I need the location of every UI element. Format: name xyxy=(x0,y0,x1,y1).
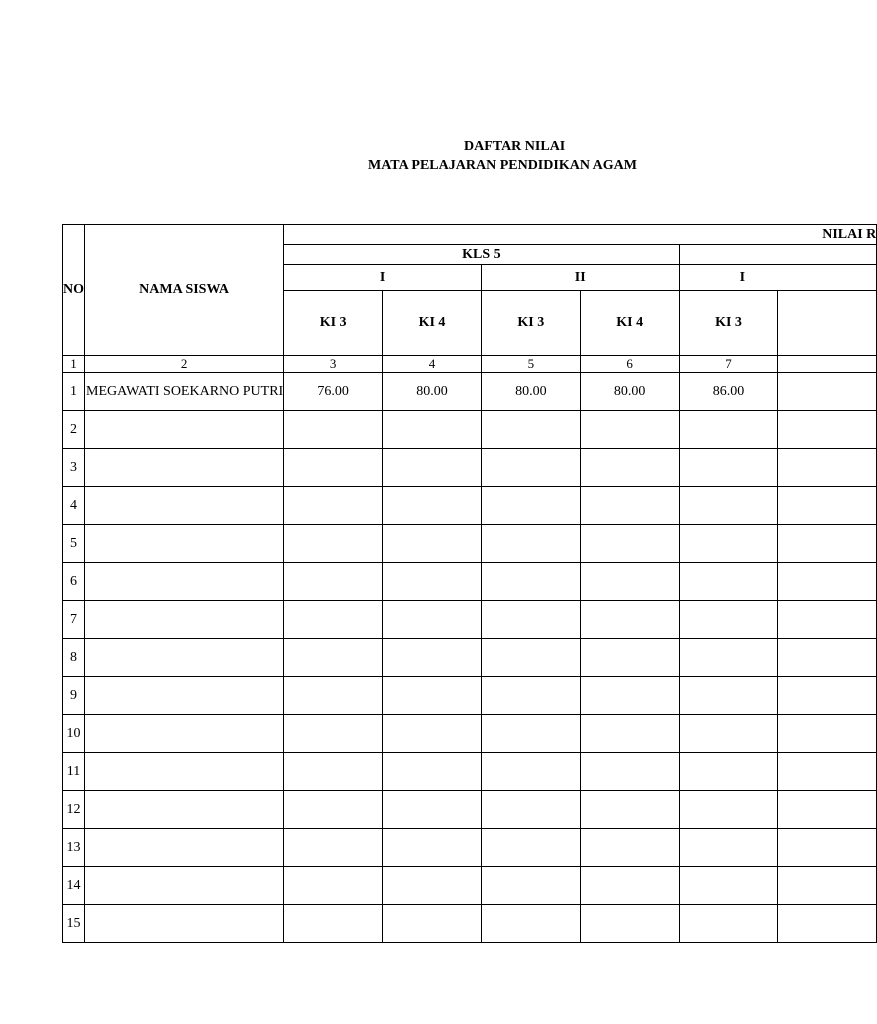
column-index-row xyxy=(63,356,877,373)
row-number-cell[interactable]: 11 xyxy=(63,753,85,791)
grade-cell[interactable] xyxy=(580,487,679,525)
row-number-cell[interactable]: 12 xyxy=(63,791,85,829)
table-row xyxy=(63,373,877,411)
grade-cell[interactable] xyxy=(481,449,580,487)
grade-cell[interactable] xyxy=(778,411,877,449)
grade-cell[interactable] xyxy=(679,753,778,791)
header-ki-col-8 xyxy=(778,291,877,356)
header-nama-siswa: NAMA SISWA xyxy=(85,225,284,356)
grade-cell[interactable] xyxy=(383,791,482,829)
column-index: 5 xyxy=(481,356,580,373)
table-row xyxy=(63,449,877,487)
column-index: 2 xyxy=(85,356,284,373)
table-row xyxy=(63,525,877,563)
grade-cell[interactable] xyxy=(679,639,778,677)
row-number-cell[interactable]: 2 xyxy=(63,411,85,449)
student-name-cell[interactable] xyxy=(85,411,284,449)
column-index: 6 xyxy=(580,356,679,373)
grade-cell[interactable] xyxy=(679,905,778,943)
table-row xyxy=(63,677,877,715)
grade-cell[interactable] xyxy=(580,411,679,449)
grade-cell[interactable] xyxy=(284,715,383,753)
column-index xyxy=(778,356,877,373)
grade-cell[interactable] xyxy=(284,905,383,943)
header-nilai: NILAI R xyxy=(284,225,877,245)
grade-cell[interactable] xyxy=(679,791,778,829)
grade-cell[interactable] xyxy=(383,715,482,753)
grade-cell[interactable] xyxy=(679,563,778,601)
table-row xyxy=(63,905,877,943)
grade-cell[interactable] xyxy=(778,601,877,639)
table-row xyxy=(63,715,877,753)
student-name-cell[interactable] xyxy=(85,905,284,943)
grade-cell[interactable]: 76.00 xyxy=(284,373,383,411)
grade-cell[interactable]: 80.00 xyxy=(383,373,482,411)
grade-cell[interactable] xyxy=(284,867,383,905)
student-name-cell[interactable] xyxy=(85,753,284,791)
grade-cell[interactable] xyxy=(580,753,679,791)
grade-cell[interactable] xyxy=(679,829,778,867)
grade-cell[interactable] xyxy=(383,677,482,715)
grade-cell[interactable] xyxy=(284,677,383,715)
table-row xyxy=(63,867,877,905)
row-number-cell[interactable]: 1 xyxy=(63,373,85,411)
grade-cell[interactable] xyxy=(778,791,877,829)
row-number-cell[interactable]: 6 xyxy=(63,563,85,601)
row-number-cell[interactable]: 5 xyxy=(63,525,85,563)
student-name-cell[interactable] xyxy=(85,867,284,905)
grade-cell[interactable] xyxy=(481,715,580,753)
header-ki-col-6: KI 4 xyxy=(580,291,679,356)
row-number-cell[interactable]: 14 xyxy=(63,867,85,905)
grade-cell[interactable] xyxy=(383,563,482,601)
grade-cell[interactable] xyxy=(383,905,482,943)
header-semester-3: I xyxy=(679,265,877,291)
grade-cell[interactable] xyxy=(580,867,679,905)
grade-cell[interactable] xyxy=(580,905,679,943)
table-row xyxy=(63,563,877,601)
grade-cell[interactable] xyxy=(778,753,877,791)
grade-cell[interactable] xyxy=(481,753,580,791)
grade-cell[interactable] xyxy=(778,715,877,753)
row-number-cell[interactable]: 3 xyxy=(63,449,85,487)
grade-cell[interactable] xyxy=(778,525,877,563)
grade-cell[interactable] xyxy=(284,829,383,867)
grade-cell[interactable] xyxy=(383,487,482,525)
grade-cell[interactable] xyxy=(481,411,580,449)
grade-cell[interactable] xyxy=(481,601,580,639)
grade-table xyxy=(62,224,877,943)
table-row xyxy=(63,411,877,449)
grade-cell[interactable] xyxy=(580,715,679,753)
header-kelas-next xyxy=(679,245,877,265)
table-row xyxy=(63,791,877,829)
student-name-cell[interactable] xyxy=(85,677,284,715)
grade-cell[interactable] xyxy=(580,449,679,487)
grade-cell[interactable] xyxy=(778,639,877,677)
student-name-cell[interactable] xyxy=(85,525,284,563)
grade-cell[interactable] xyxy=(481,525,580,563)
table-row xyxy=(63,487,877,525)
grade-cell[interactable] xyxy=(383,867,482,905)
table-row xyxy=(63,639,877,677)
grade-cell[interactable] xyxy=(580,639,679,677)
grade-cell[interactable] xyxy=(383,449,482,487)
grade-cell[interactable] xyxy=(679,867,778,905)
row-number-cell[interactable]: 10 xyxy=(63,715,85,753)
grade-cell[interactable] xyxy=(481,829,580,867)
grade-cell[interactable] xyxy=(679,411,778,449)
grade-cell[interactable] xyxy=(383,639,482,677)
header-semester-2: II xyxy=(481,265,679,291)
grade-cell[interactable] xyxy=(481,791,580,829)
grade-cell[interactable] xyxy=(284,411,383,449)
grade-cell[interactable] xyxy=(679,525,778,563)
table-row xyxy=(63,601,877,639)
grade-cell[interactable] xyxy=(481,905,580,943)
grade-cell[interactable] xyxy=(778,373,877,411)
grade-table-viewport xyxy=(62,224,877,938)
grade-cell[interactable] xyxy=(383,411,482,449)
grade-cell[interactable] xyxy=(778,905,877,943)
grade-cell[interactable] xyxy=(778,487,877,525)
grade-cell[interactable] xyxy=(383,829,482,867)
row-number-cell[interactable]: 13 xyxy=(63,829,85,867)
grade-cell[interactable] xyxy=(383,525,482,563)
title-mata-pelajaran: MATA PELAJARAN PENDIDIKAN AGAM xyxy=(368,158,637,173)
header-kelas: KLS 5 xyxy=(284,245,679,265)
student-name-cell[interactable]: MEGAWATI SOEKARNO PUTRI xyxy=(85,373,284,411)
grade-cell[interactable] xyxy=(481,677,580,715)
grade-cell[interactable] xyxy=(778,829,877,867)
column-index: 1 xyxy=(63,356,85,373)
grade-cell[interactable] xyxy=(481,867,580,905)
grade-cell[interactable] xyxy=(481,563,580,601)
grade-cell[interactable] xyxy=(284,601,383,639)
grade-cell[interactable] xyxy=(284,487,383,525)
student-name-cell[interactable] xyxy=(85,487,284,525)
grade-cell[interactable] xyxy=(284,449,383,487)
header-ki-col-4: KI 4 xyxy=(383,291,482,356)
grade-cell[interactable] xyxy=(284,525,383,563)
table-row xyxy=(63,829,877,867)
header-no: NO xyxy=(63,225,85,356)
grade-cell[interactable] xyxy=(679,601,778,639)
student-name-cell[interactable] xyxy=(85,563,284,601)
student-name-cell[interactable] xyxy=(85,639,284,677)
header-ki-col-7: KI 3 xyxy=(679,291,778,356)
grade-cell[interactable] xyxy=(481,639,580,677)
column-index: 3 xyxy=(284,356,383,373)
row-number-cell[interactable]: 4 xyxy=(63,487,85,525)
row-number-cell[interactable]: 8 xyxy=(63,639,85,677)
column-index: 4 xyxy=(383,356,482,373)
row-number-cell[interactable]: 7 xyxy=(63,601,85,639)
table-row xyxy=(63,753,877,791)
grade-cell[interactable] xyxy=(580,829,679,867)
document-title xyxy=(0,138,768,178)
grade-cell[interactable] xyxy=(679,487,778,525)
grade-cell[interactable]: 80.00 xyxy=(580,373,679,411)
student-name-cell[interactable] xyxy=(85,715,284,753)
grade-cell[interactable] xyxy=(284,563,383,601)
student-name-cell[interactable] xyxy=(85,791,284,829)
grade-cell[interactable] xyxy=(778,677,877,715)
row-number-cell[interactable]: 9 xyxy=(63,677,85,715)
grade-cell[interactable] xyxy=(580,677,679,715)
header-ki-col-3: KI 3 xyxy=(284,291,383,356)
grade-cell[interactable] xyxy=(383,753,482,791)
grade-cell[interactable] xyxy=(580,563,679,601)
grade-cell[interactable]: 80.00 xyxy=(481,373,580,411)
title-daftar-nilai: DAFTAR NILAI xyxy=(464,139,566,154)
grade-cell[interactable] xyxy=(481,487,580,525)
student-name-cell[interactable] xyxy=(85,829,284,867)
header-ki-col-5: KI 3 xyxy=(481,291,580,356)
grade-cell[interactable] xyxy=(580,601,679,639)
grade-cell[interactable] xyxy=(679,449,778,487)
grade-cell[interactable] xyxy=(778,449,877,487)
grade-cell[interactable] xyxy=(778,867,877,905)
column-index: 7 xyxy=(679,356,778,373)
grade-cell[interactable]: 86.00 xyxy=(679,373,778,411)
grade-cell[interactable] xyxy=(383,601,482,639)
header-semester-1: I xyxy=(284,265,482,291)
grade-cell[interactable] xyxy=(284,791,383,829)
row-number-cell[interactable]: 15 xyxy=(63,905,85,943)
grade-cell[interactable] xyxy=(580,525,679,563)
student-name-cell[interactable] xyxy=(85,601,284,639)
grade-cell[interactable] xyxy=(284,753,383,791)
grade-cell[interactable] xyxy=(679,715,778,753)
student-name-cell[interactable] xyxy=(85,449,284,487)
grade-cell[interactable] xyxy=(284,639,383,677)
student-rows xyxy=(63,373,877,943)
grade-cell[interactable] xyxy=(778,563,877,601)
grade-cell[interactable] xyxy=(580,791,679,829)
grade-cell[interactable] xyxy=(679,677,778,715)
